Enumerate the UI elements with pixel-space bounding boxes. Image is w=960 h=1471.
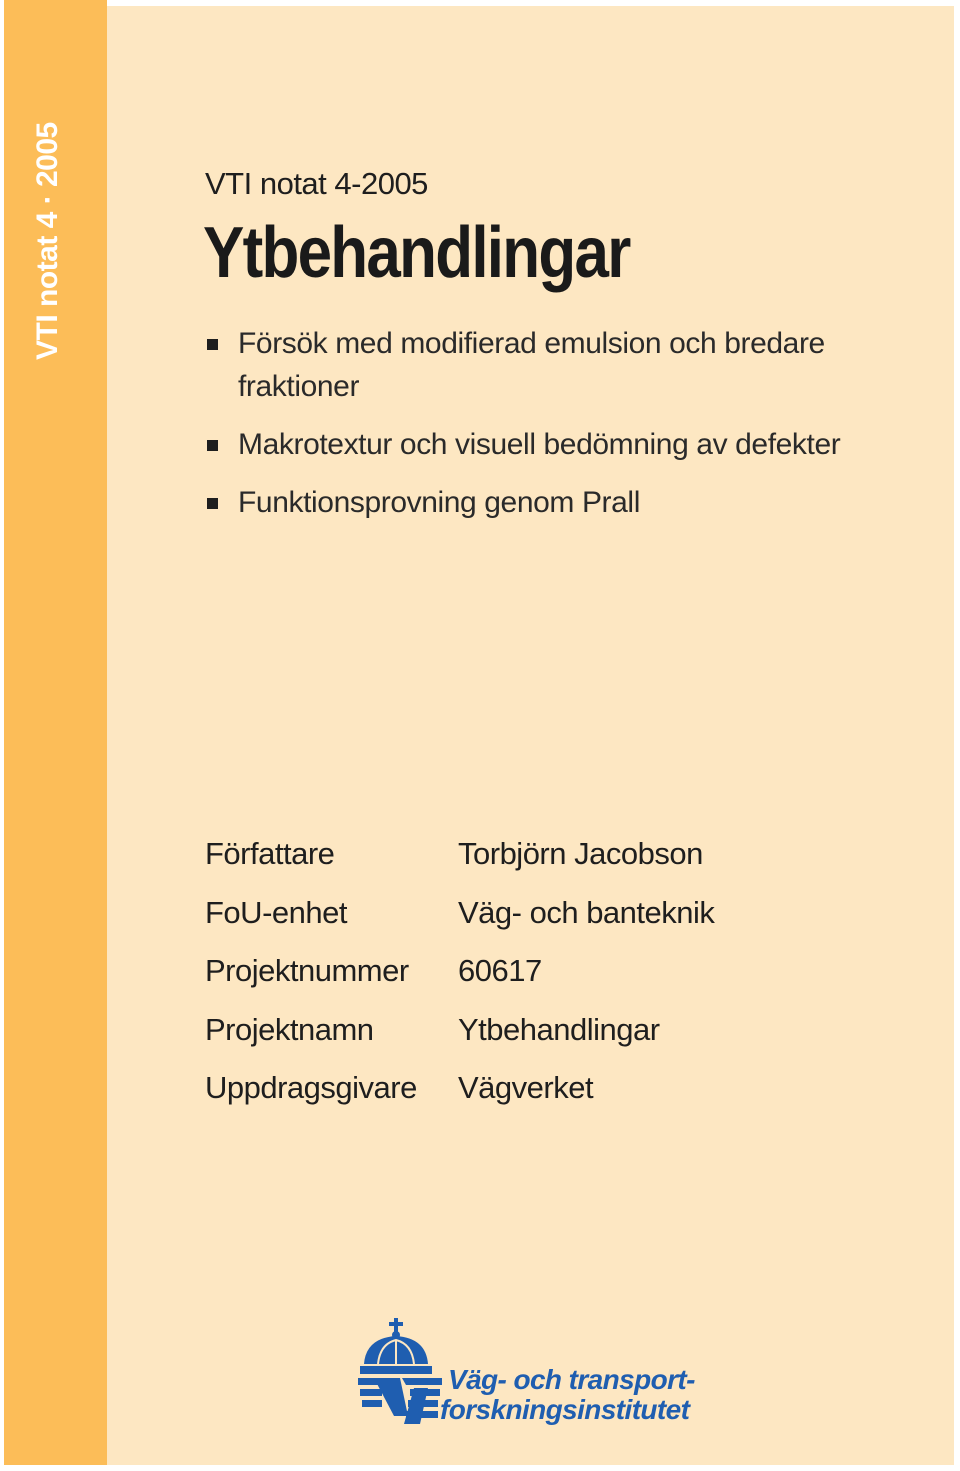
emblem-v-left [374,1378,408,1416]
series-label: VTI notat 4-2005 [205,166,428,201]
meta-label: Uppdragsgivare [205,1070,417,1105]
table-row [205,836,714,895]
emblem-stripe [362,1400,382,1407]
page-title: Ytbehandlingar [203,213,630,293]
list-item-text: Funktionsprovning genom Prall [238,486,640,519]
meta-value: Ytbehandlingar [458,1011,660,1047]
emblem-stripe [408,1400,438,1407]
institute-name-line2: forskningsinstitutet [440,1394,690,1425]
emblem-stripe [406,1411,438,1418]
emblem-t-bar [402,1378,442,1385]
emblem-stripe [360,1389,382,1396]
frame-left [0,0,4,1471]
metadata-table [205,836,714,1129]
crown-band [360,1366,432,1374]
meta-value: 60617 [458,953,542,988]
emblem-stripe [410,1389,440,1396]
meta-label: FoU-enhet [205,894,347,930]
bullet-square-icon [207,339,218,350]
frame-right [954,0,960,1471]
table-row [205,1012,714,1071]
list-item [205,423,905,466]
institute-name-line1: Väg- och transport- [448,1364,695,1395]
frame-top [107,0,960,6]
list-item-text: Försök med modifierad emulsion och bredare fraktioner [238,327,825,403]
topic-list [205,322,905,539]
meta-label: Projektnummer [205,953,409,988]
list-item [205,481,905,524]
bullet-square-icon [207,440,218,451]
meta-value: Torbjörn Jacobson [458,836,703,871]
bullet-square-icon [207,498,218,509]
list-item [205,322,905,408]
institute-name [440,1365,695,1425]
spine-label: VTI notat 4 · 2005 [31,122,64,360]
meta-value: Vägverket [458,1070,594,1105]
table-row [205,895,714,954]
list-item-text: Makrotextur och visuell bedömning av defekter [238,428,841,461]
meta-value: Väg- och banteknik [458,894,715,930]
frame-bottom [0,1465,960,1471]
meta-label: Författare [205,836,335,871]
table-row [205,953,714,1012]
crown-cross-horizontal [389,1322,403,1326]
meta-label: Projektnamn [205,1011,374,1047]
table-row [205,1070,714,1129]
